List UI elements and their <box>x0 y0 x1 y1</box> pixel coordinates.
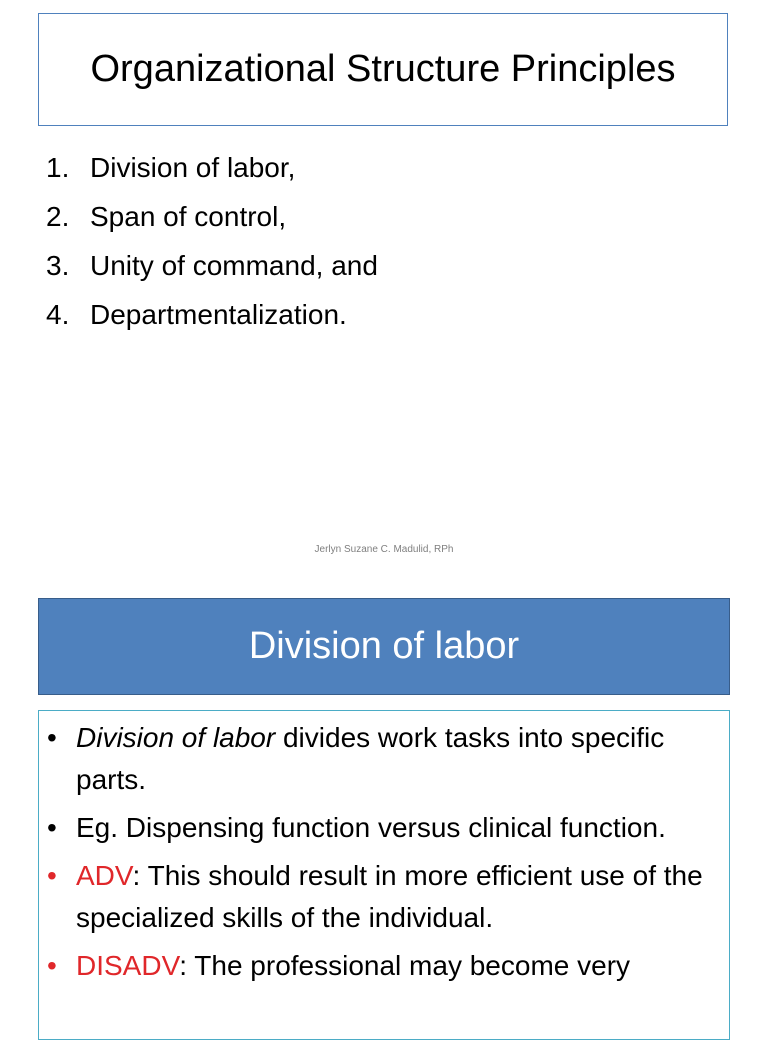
list-item-text: Span of control, <box>90 201 287 232</box>
list-item-number: 1. <box>46 152 70 183</box>
bullet-icon: • <box>47 722 57 753</box>
bullet-text: Eg. Dispensing function versus clinical function. <box>76 812 666 843</box>
bullet-term: Division of labor <box>76 722 276 753</box>
list-item <box>46 241 378 290</box>
list-item <box>46 290 378 339</box>
slide1-title: Organizational Structure Principles <box>90 48 676 90</box>
list-item <box>46 192 378 241</box>
bullet-icon: • <box>47 812 57 843</box>
list-item-number: 4. <box>46 299 70 330</box>
slide1-title-box <box>38 13 728 126</box>
list-item-text: Division of labor, <box>90 152 296 183</box>
list-item <box>46 143 378 192</box>
bullet-text: divides work tasks into specific parts. <box>76 722 665 795</box>
bullet-term: DISADV <box>76 950 180 981</box>
bullet-item <box>47 855 717 939</box>
bullet-icon: • <box>47 950 57 981</box>
slide2-title-bar <box>38 598 730 695</box>
bullet-icon: • <box>47 860 57 891</box>
list-item-number: 3. <box>46 250 70 281</box>
principles-list <box>46 143 378 339</box>
bullet-text: : The professional may become very <box>179 950 631 981</box>
bullet-text: : This should result in more efficient use of the specialized skills of the individual. <box>76 860 703 933</box>
list-item-number: 2. <box>46 201 70 232</box>
slide2-title: Division of labor <box>248 625 520 667</box>
bullet-list <box>47 717 717 993</box>
bullet-item <box>47 945 717 987</box>
list-item-text: Unity of command, and <box>90 250 378 281</box>
bullet-item <box>47 717 717 801</box>
bullet-item <box>47 807 717 849</box>
bullet-content-box <box>38 710 730 1040</box>
list-item-text: Departmentalization. <box>90 299 347 330</box>
bullet-term: ADV <box>76 860 133 891</box>
slide-footer: Jerlyn Suzane C. Madulid, RPh <box>314 544 454 555</box>
